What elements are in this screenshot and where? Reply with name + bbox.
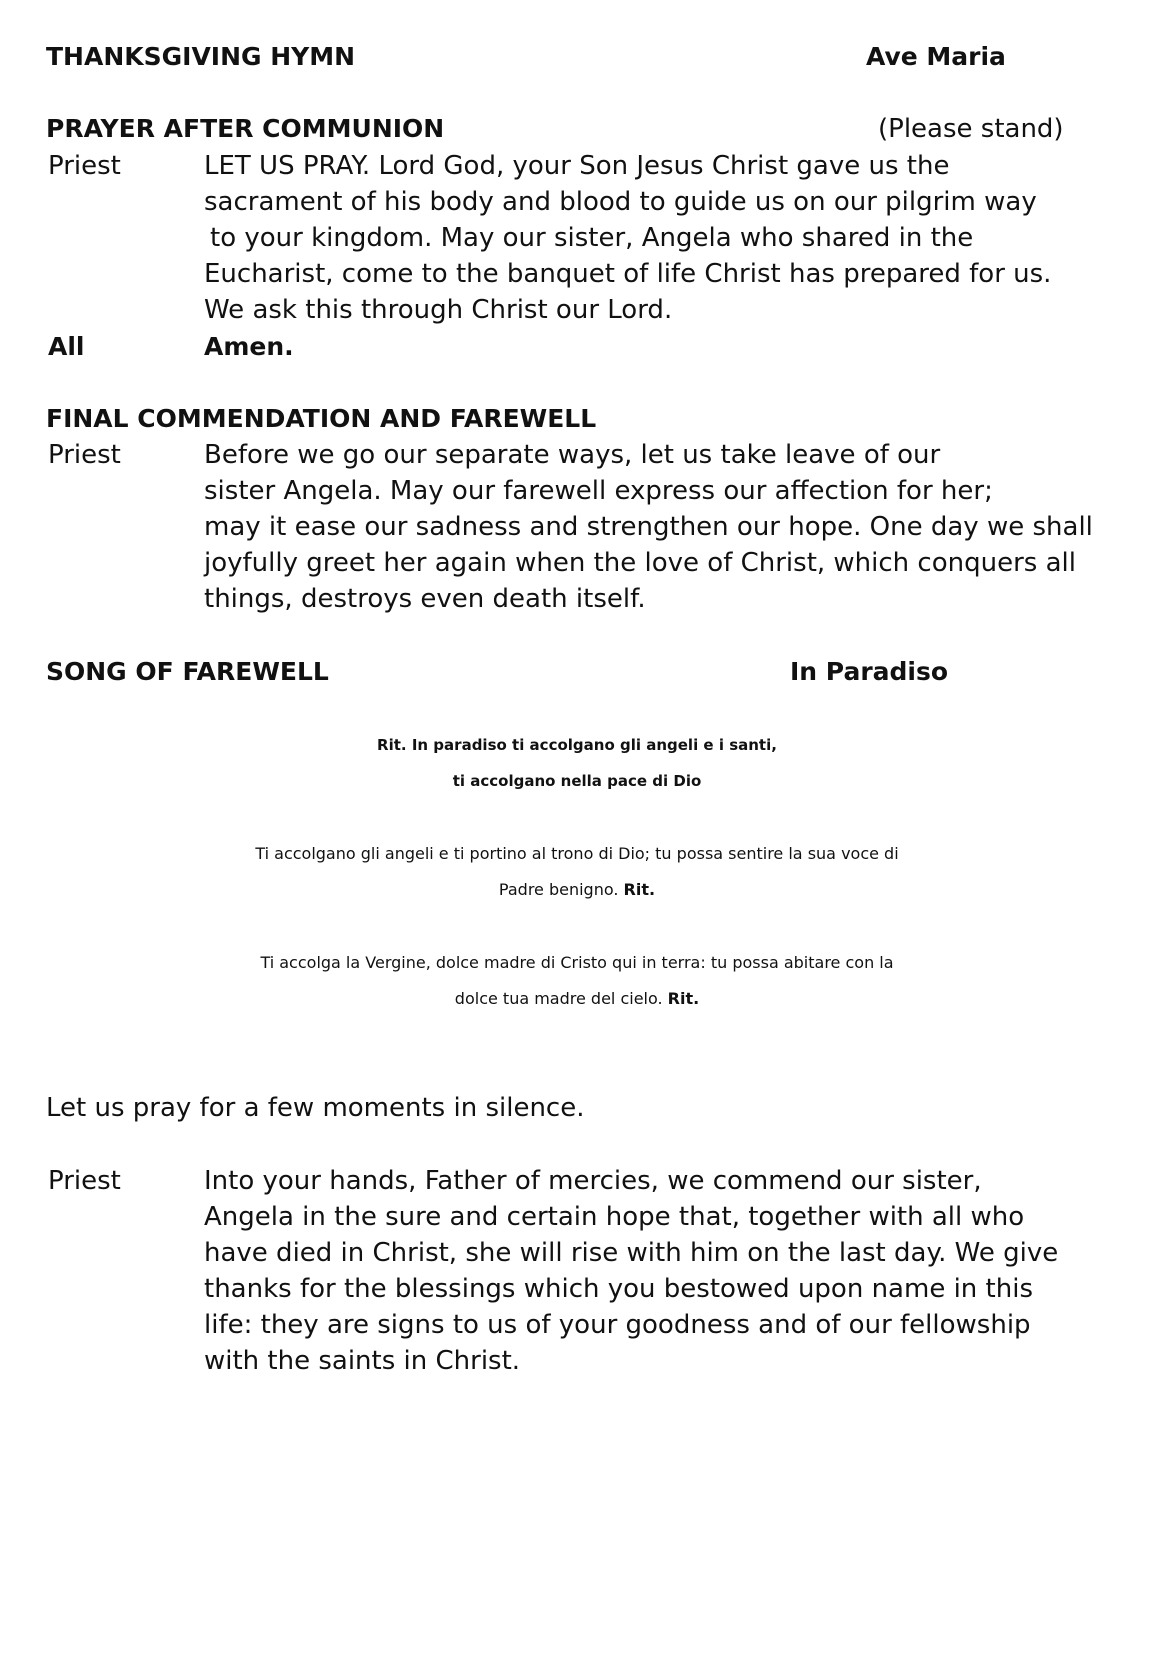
commendation-line: joyfully greet her again when the love of Christ, which conquers all xyxy=(204,548,1076,578)
commendation-line: may it ease our sadness and strengthen our hope. One day we shall xyxy=(204,512,1093,542)
refrain-line: ti accolgano nella pace di Dio xyxy=(452,772,702,790)
prayer-line: Eucharist, come to the banquet of life Christ has prepared for us. xyxy=(204,259,1052,289)
rit-marker: Rit. xyxy=(623,880,656,899)
thanksgiving-hymn-heading: THANKSGIVING HYMN xyxy=(46,42,356,71)
verse-line: Ti accolgano gli angeli e ti portino al trono di Dio; tu possa sentire la sua voce di xyxy=(255,844,899,863)
commendation-line: sister Angela. May our farewell express our affection for her; xyxy=(204,476,993,506)
verse-text: Padre benigno. xyxy=(498,880,619,899)
please-stand-note: (Please stand) xyxy=(878,114,1064,144)
response-text: Amen. xyxy=(204,332,294,361)
commendation-prayer-line: have died in Christ, she will rise with him on the last day. We give xyxy=(204,1238,1059,1268)
prayer-line: to your kingdom. May our sister, Angela who shared in the xyxy=(210,223,974,253)
verse-line xyxy=(0,871,1160,909)
silence-instruction: Let us pray for a few moments in silence. xyxy=(46,1093,585,1123)
refrain-line: Rit. In paradiso ti accolgano gli angeli e i santi, xyxy=(377,736,777,754)
song-of-farewell-heading: SONG OF FAREWELL xyxy=(46,657,329,686)
rit-marker: Rit. xyxy=(667,989,700,1008)
prayer-after-communion-heading: PRAYER AFTER COMMUNION xyxy=(46,114,445,143)
speaker-label: Priest xyxy=(48,440,121,470)
prayer-line: We ask this through Christ our Lord. xyxy=(204,295,673,325)
prayer-line: LET US PRAY. Lord God, your Son Jesus Christ gave us the xyxy=(204,151,950,181)
commendation-prayer-line: life: they are signs to us of your goodness and of our fellowship xyxy=(204,1310,1031,1340)
song-of-farewell-title: In Paradiso xyxy=(790,657,949,686)
verse-line xyxy=(0,980,1160,1018)
speaker-label: Priest xyxy=(48,151,121,181)
verse-line: Ti accolga la Vergine, dolce madre di Cristo qui in terra: tu possa abitare con la xyxy=(260,953,894,972)
commendation-prayer-line: thanks for the blessings which you bestowed upon name in this xyxy=(204,1274,1033,1304)
commendation-prayer-line: Angela in the sure and certain hope that, together with all who xyxy=(204,1202,1025,1232)
verse-text: dolce tua madre del cielo. xyxy=(454,989,663,1008)
final-commendation-heading: FINAL COMMENDATION AND FAREWELL xyxy=(46,404,597,433)
prayer-line: sacrament of his body and blood to guide us on our pilgrim way xyxy=(204,187,1037,217)
commendation-line: Before we go our separate ways, let us take leave of our xyxy=(204,440,941,470)
thanksgiving-hymn-title: Ave Maria xyxy=(866,42,1006,71)
commendation-line: things, destroys even death itself. xyxy=(204,584,646,614)
speaker-label: Priest xyxy=(48,1166,121,1196)
response-speaker-label: All xyxy=(48,332,85,361)
commendation-prayer-line: Into your hands, Father of mercies, we commend our sister, xyxy=(204,1166,982,1196)
commendation-prayer-line: with the saints in Christ. xyxy=(204,1346,521,1376)
